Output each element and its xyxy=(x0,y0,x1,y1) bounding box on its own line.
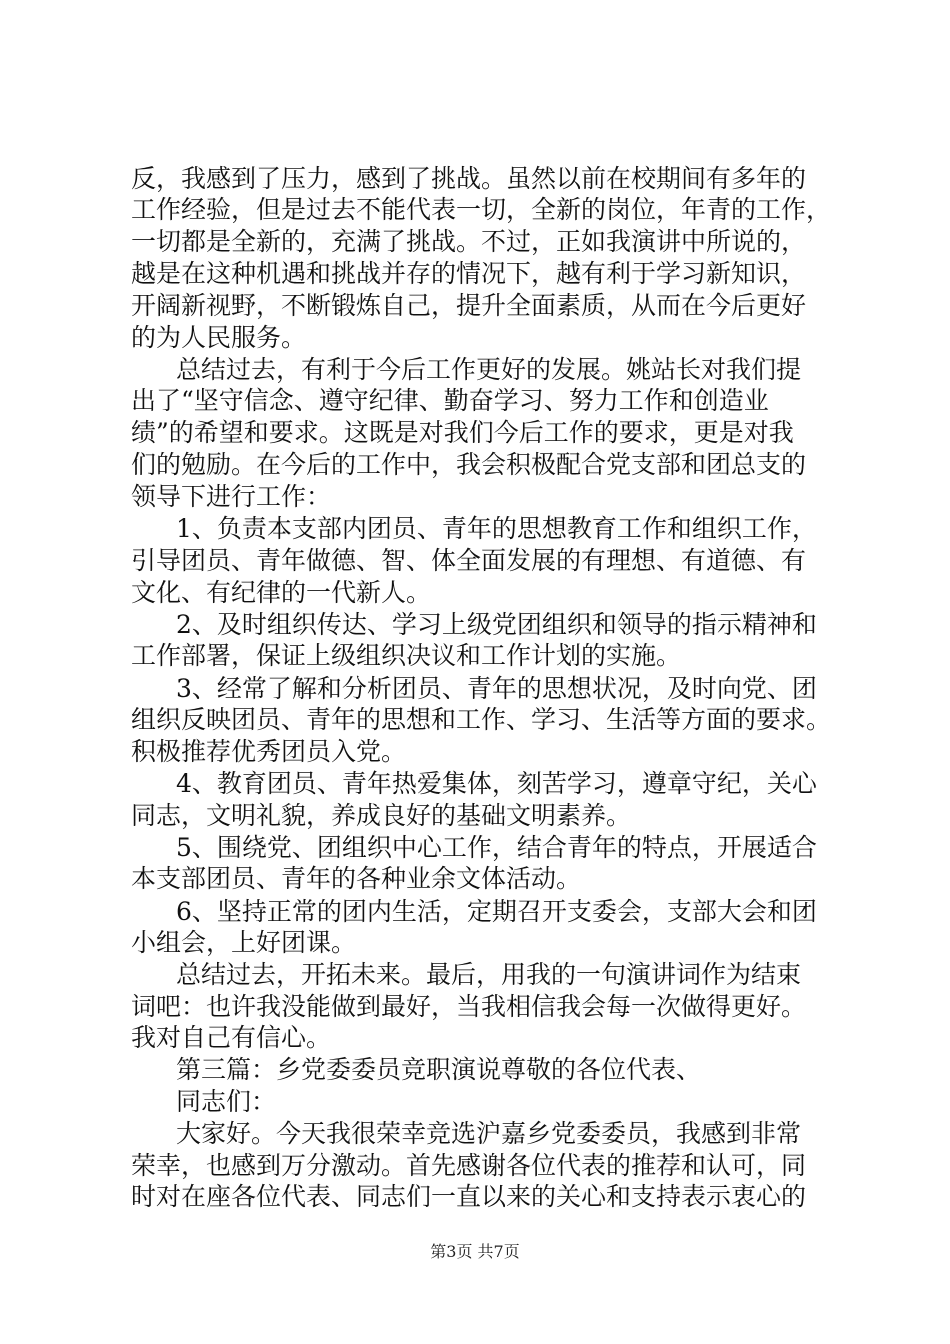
text-line: 越是在这种机遇和挑战并存的情况下，越有利于学习新知识， xyxy=(131,259,807,288)
text-line: 5、围绕党、团组织中心工作，结合青年的特点，开展适合 xyxy=(176,833,817,862)
text-line: 绩”的希望和要求。这既是对我们今后工作的要求，更是对我 xyxy=(131,418,794,447)
text-line: 总结过去，开拓未来。最后，用我的一句演讲词作为结束 xyxy=(176,960,802,989)
page-footer: 第3页 共7页 xyxy=(430,1242,520,1261)
text-line: 的为人民服务。 xyxy=(131,323,307,352)
text-line: 大家好。今天我很荣幸竞选沪嘉乡党委委员，我感到非常 xyxy=(176,1119,802,1148)
text-line: 引导团员、青年做德、智、体全面发展的有理想、有道德、有 xyxy=(131,546,807,575)
text-line: 1、负责本支部内团员、青年的思想教育工作和组织工作， xyxy=(176,514,817,543)
text-line: 同志，文明礼貌，养成良好的基础文明素养。 xyxy=(131,801,632,830)
text-line: 反，我感到了压力，感到了挑战。虽然以前在校期间有多年的 xyxy=(131,164,807,193)
text-line: 工作部署，保证上级组织决议和工作计划的实施。 xyxy=(131,641,682,670)
text-line: 们的勉励。在今后的工作中，我会积极配合党支部和团总支的 xyxy=(131,450,807,479)
text-line: 文化、有纪律的一代新人。 xyxy=(131,578,432,607)
text-line: 第三篇：乡党委委员竞职演说尊敬的各位代表、 xyxy=(176,1055,702,1084)
text-line: 工作经验，但是过去不能代表一切，全新的岗位，年青的工作， xyxy=(131,195,832,224)
text-line: 一切都是全新的，充满了挑战。不过，正如我演讲中所说的， xyxy=(131,227,807,256)
text-line: 词吧：也许我没能做到最好，当我相信我会每一次做得更好。 xyxy=(131,992,807,1021)
text-line: 2、及时组织传达、学习上级党团组织和领导的指示精神和 xyxy=(176,610,817,639)
text-line: 小组会，上好团课。 xyxy=(131,928,357,957)
text-line: 我对自己有信心。 xyxy=(131,1023,332,1052)
text-line: 同志们： xyxy=(176,1087,277,1116)
text-line: 出了“坚守信念、遵守纪律、勤奋学习、努力工作和创造业 xyxy=(131,386,769,415)
text-line: 6、坚持正常的团内生活，定期召开支委会，支部大会和团 xyxy=(176,897,817,926)
text-line: 3、经常了解和分析团员、青年的思想状况，及时向党、团 xyxy=(176,674,817,703)
text-line: 开阔新视野，不断锻炼自己，提升全面素质，从而在今后更好 xyxy=(131,291,807,320)
text-line: 时对在座各位代表、同志们一直以来的关心和支持表示衷心的 xyxy=(131,1182,807,1211)
text-line: 荣幸，也感到万分激动。首先感谢各位代表的推荐和认可，同 xyxy=(131,1151,807,1180)
text-line: 积极推荐优秀团员入党。 xyxy=(131,737,407,766)
text-line: 总结过去，有利于今后工作更好的发展。姚站长对我们提 xyxy=(176,355,802,384)
text-line: 4、教育团员、青年热爱集体，刻苦学习，遵章守纪，关心 xyxy=(176,769,817,798)
text-line: 组织反映团员、青年的思想和工作、学习、生活等方面的要求。 xyxy=(131,705,832,734)
text-line: 本支部团员、青年的各种业余文体活动。 xyxy=(131,864,582,893)
text-line: 领导下进行工作： xyxy=(131,482,332,511)
